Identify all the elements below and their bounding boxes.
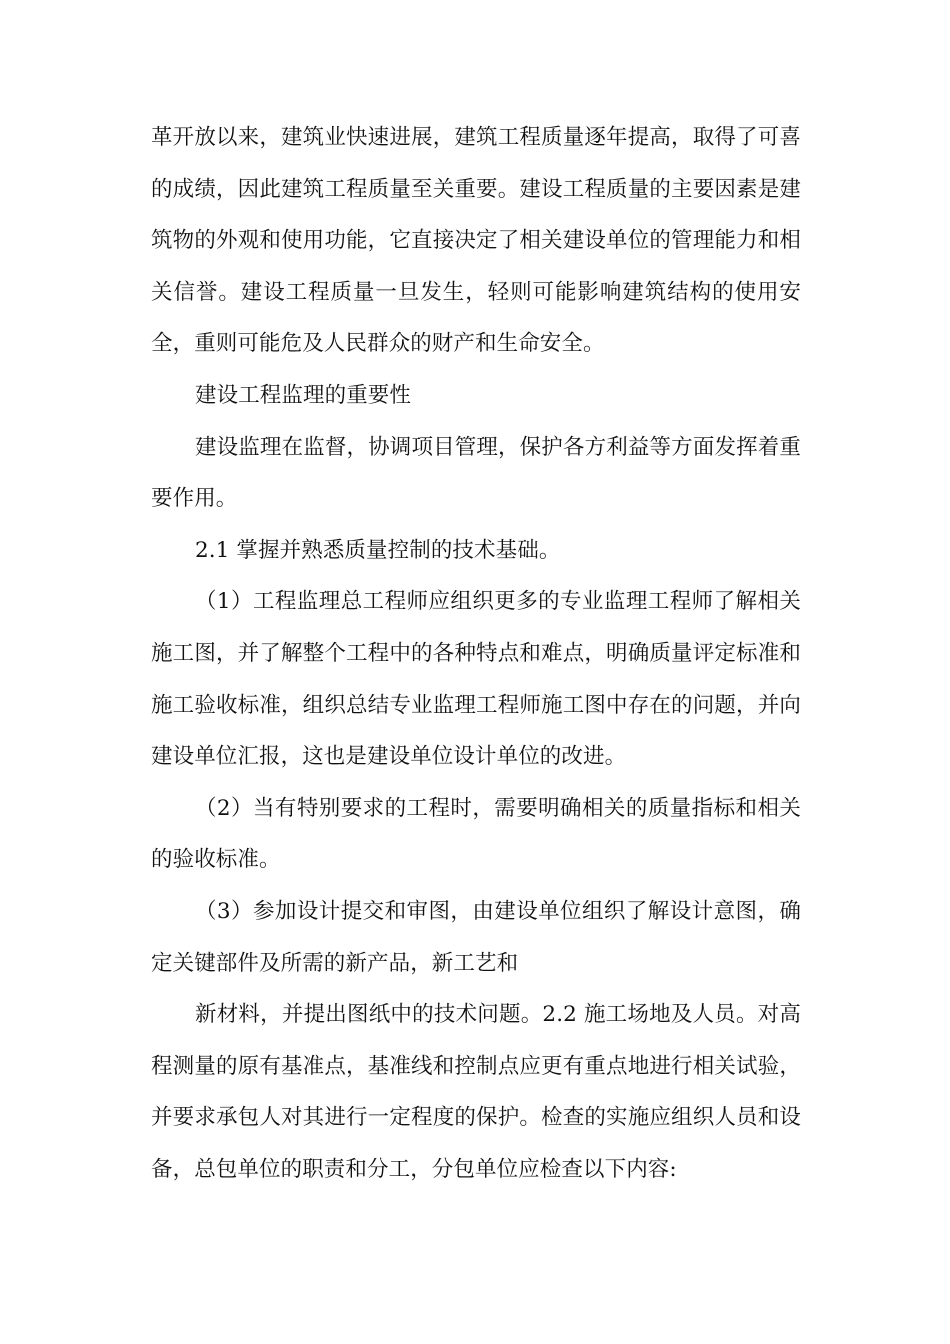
item-1: （1）工程监理总工程师应组织更多的专业监理工程师了解相关施工图，并了解整个工程中的各种特点和难点，明确质量评定标准和施工验收标准，组织总结专业监理工程师施工图中存在的问题，并向建设单位汇报，这也是建设单位设计单位的改进。 xyxy=(151,589,801,770)
item-2: （2）当有特别要求的工程时，需要明确相关的质量指标和相关的验收标准。 xyxy=(151,795,801,873)
paragraph-1: 革开放以来，建筑业快速进展，建筑工程质量逐年提高，取得了可喜的成绩，因此建筑工程质量至关重要。建设工程质量的主要因素是建筑物的外观和使用功能，它直接决定了相关建设单位的管理能力和相关信誉。建设工程质量一旦发生，轻则可能影响建筑结构的使用安全，重则可能危及人民群众的财产和生命安全。 xyxy=(151,125,801,357)
document-page xyxy=(151,112,801,1195)
paragraph-3: 建设监理在监督，协调项目管理，保护各方利益等方面发挥着重要作用。 xyxy=(151,434,801,512)
subsection-2-1: 2.1 掌握并熟悉质量控制的技术基础。 xyxy=(195,537,561,563)
paragraph-8: 新材料，并提出图纸中的技术问题。2.2 施工场地及人员。对高程测量的原有基准点，基准线和控制点应更有重点地进行相关试验，并要求承包人对其进行一定程度的保护。检查的实施应组织人员和设备，总包单位的职责和分工，分包单位应检查以下内容: xyxy=(151,1002,801,1182)
section-heading: 建设工程监理的重要性 xyxy=(195,382,412,408)
item-3: （3）参加设计提交和审图，由建设单位组织了解设计意图，确定关键部件及所需的新产品，新工艺和 xyxy=(151,898,801,976)
